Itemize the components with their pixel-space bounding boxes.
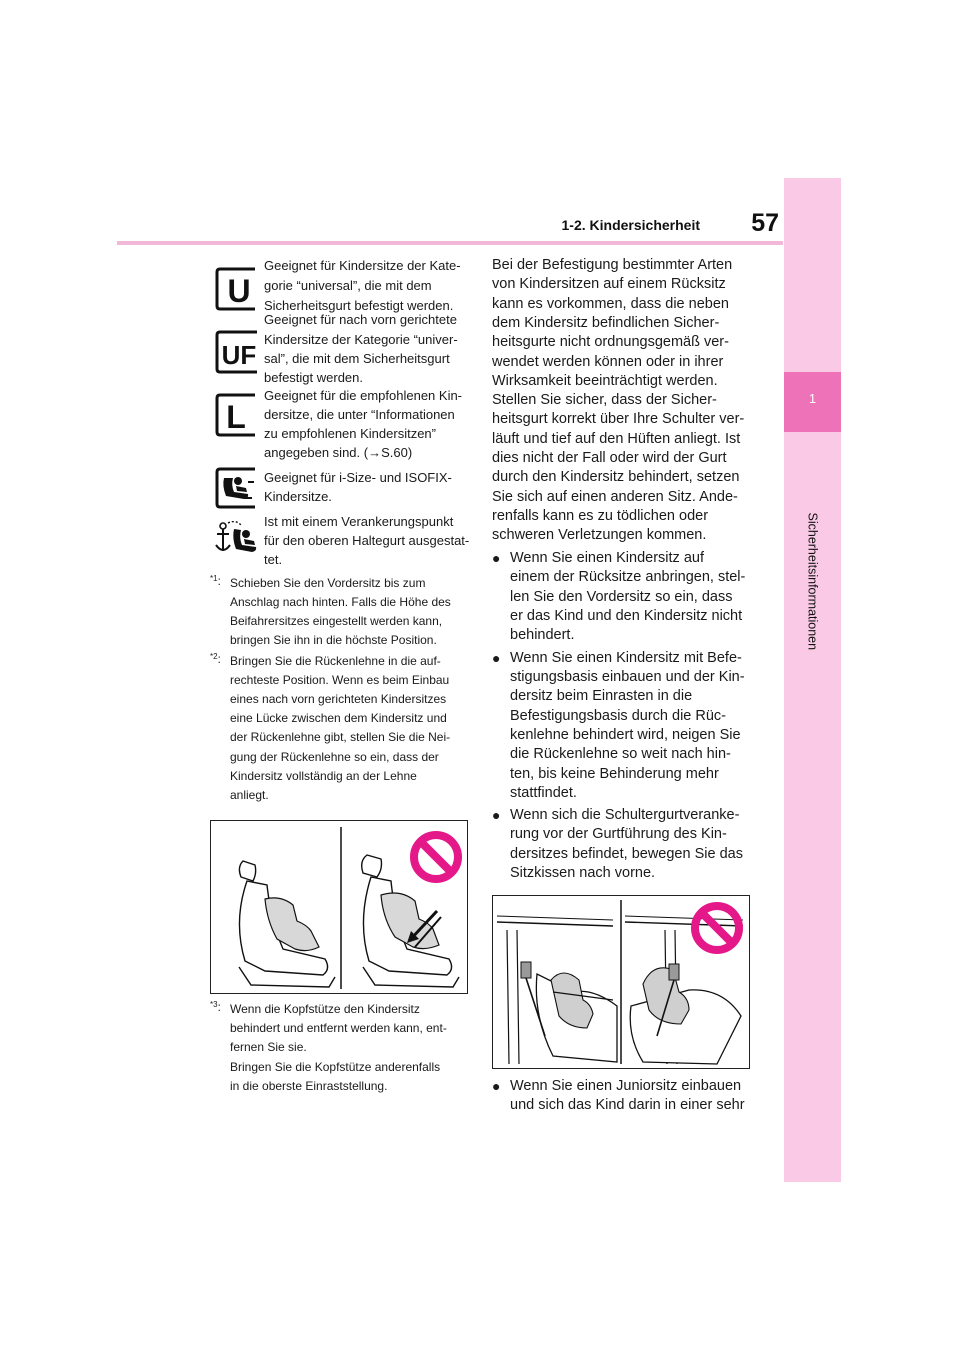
bullet-line: Wenn sich die Schultergurtveranke- (510, 807, 740, 823)
shoulder-belt-illustration (492, 895, 750, 1069)
paragraph-line: Sie sich auf einen anderen Sitz. Ande- (492, 489, 738, 505)
page-number: 57 (751, 209, 779, 237)
footnote-text: anliegt. (230, 788, 269, 802)
footnote-text: in die oberste Einraststellung. (230, 1079, 388, 1093)
footnote-text: Bringen Sie die Rückenlehne in die auf- (230, 654, 441, 668)
symbol-text: zu empfohlenen Kindersitzen” (264, 426, 436, 441)
letter-u-icon (214, 266, 258, 312)
symbol-text: Ist mit einem Verankerungspunkt (264, 514, 454, 529)
svg-text:UF: UF (221, 340, 257, 370)
footnote-text: bringen Sie ihn in die höchste Position. (230, 633, 437, 647)
bullet-icon: ● (492, 550, 501, 566)
side-tab-label: Sicherheitsinformationen (805, 512, 820, 651)
symbol-text: dersitze, die unter “Informationen (264, 407, 455, 422)
prohibited-icon (414, 835, 458, 879)
symbol-text: tet. (264, 552, 283, 567)
footnote-text: Anschlag nach hinten. Falls die Höhe des (230, 595, 451, 609)
footnote-text: Beifahrersitzes eingestellt werden kann, (230, 614, 443, 628)
bullet-line: er das Kind und den Kindersitz nicht (510, 608, 743, 624)
paragraph-line: dies nicht der Fall oder wird der Gurt (492, 450, 727, 466)
paragraph-line: läuft und tief auf den Hüften anliegt. Ist (492, 431, 741, 447)
bullet-icon: ● (492, 807, 501, 823)
bullet-line: len Sie den Vordersitz so ein, dass (510, 589, 733, 605)
bullet-line: kenlehne behindert wird, neigen Sie (510, 727, 741, 743)
paragraph-line: Wirksamkeit beeinträchtigt werden. (492, 373, 718, 389)
symbol-text: befestigt werden. (264, 370, 364, 385)
paragraph-line: wendet werden können oder in ihrer (492, 354, 724, 370)
letter-l-icon (214, 392, 258, 438)
footnote-text: Schieben Sie den Vordersitz bis zum (230, 576, 426, 590)
symbol-text: Geeignet für nach vorn gerichtete (264, 312, 457, 327)
svg-text:L: L (226, 399, 246, 435)
header-rule (117, 241, 783, 245)
seat-headrest-illustration (210, 820, 468, 994)
paragraph-line: heitsgurt korrekt über Ihre Schulter ver- (492, 411, 745, 427)
footnote-text: eine Lücke zwischen dem Kindersitz und (230, 711, 447, 725)
paragraph-line: dem Kindersitz befindlichen Sicher- (492, 315, 720, 331)
symbol-text: Sicherheitsgurt befestigt werden. (264, 298, 454, 313)
paragraph-line: renfalls kann es zu tödlichen oder (492, 508, 709, 524)
bullet-line: Sitzkissen nach vorne. (510, 865, 656, 881)
footnote-text: Wenn die Kopfstütze den Kindersitz (230, 1002, 420, 1016)
bullet-line: dersitz beim Einrasten in die (510, 688, 693, 704)
section-title: 1-2. Kindersicherheit (561, 217, 700, 233)
bullet-line: rung vor der Gurtführung des Kin- (510, 826, 727, 842)
symbol-text: Geeignet für Kindersitze der Kate- (264, 258, 461, 273)
footnote-text: gung der Rückenlehne so ein, dass der (230, 750, 439, 764)
symbol-text: angegeben sind. (→S.60) (264, 445, 413, 460)
symbol-text: Kindersitze der Kategorie “univer- (264, 332, 458, 347)
symbol-text: gorie “universal”, die mit dem (264, 278, 432, 293)
footnote-mark: $^{*1}$: (210, 574, 221, 588)
symbol-text: Geeignet für die empfohlenen Kin- (264, 388, 463, 403)
bullet-line: Wenn Sie einen Kindersitz mit Befe- (510, 650, 742, 666)
side-tab-strip (784, 178, 841, 1182)
paragraph-line: Stellen Sie sicher, dass der Sicher- (492, 392, 717, 408)
letters-uf-icon (214, 329, 258, 375)
footnote-text: fernen Sie sie. (230, 1040, 307, 1054)
footnote-text: der Rückenlehne gibt, stellen Sie die Nei- (230, 730, 451, 744)
bullet-icon: ● (492, 1078, 501, 1094)
bullet-line: Wenn Sie einen Kindersitz auf (510, 550, 704, 566)
bullet-line: stigungsbasis einbauen und der Kin- (510, 669, 745, 685)
footnote-text: behindert und entfernt werden kann, ent- (230, 1021, 447, 1035)
bullet-line: Wenn Sie einen Juniorsitz einbauen (510, 1078, 742, 1094)
symbol-text: sal”, die mit dem Sicherheitsgurt (264, 351, 450, 366)
anchor-seat-icon (214, 521, 258, 559)
symbol-text: Geeignet für i-Size- und ISOFIX- (264, 470, 452, 485)
paragraph-line: Bei der Befestigung bestimmter Arten (492, 257, 733, 273)
bullet-line: und sich das Kind darin in einer sehr (510, 1097, 745, 1113)
paragraph-line: schweren Verletzungen kommen. (492, 527, 707, 543)
footnote-text: rechteste Position. Wenn es beim Einbau (230, 673, 450, 687)
footnote-mark: $^{*3}$: (210, 1000, 221, 1014)
bullet-line: dersitzes befindet, bewegen Sie das (510, 846, 743, 862)
bullet-line: die Rückenlehne so weit nach hin- (510, 746, 731, 762)
side-tab-chapter: 1 (808, 391, 817, 406)
bullet-line: behindert. (510, 627, 575, 643)
paragraph-line: kann es vorkommen, dass die neben (492, 296, 729, 312)
footnote-mark: $^{*2}$: (210, 652, 221, 666)
paragraph-line: von Kindersitzen auf einem Rücksitz (492, 276, 726, 292)
footnote-text: Kindersitz vollständig an der Lehne (230, 769, 417, 783)
footnote-text: Bringen Sie die Kopfstütze anderenfalls (230, 1060, 441, 1074)
bullet-line: einem der Rücksitze anbringen, stel- (510, 569, 746, 585)
bullet-icon: ● (492, 650, 501, 666)
isofix-seat-icon (214, 466, 258, 510)
symbol-text: für den oberen Haltegurt ausgestat- (264, 533, 470, 548)
bullet-line: Befestigungsbasis durch die Rüc- (510, 708, 727, 724)
bullet-line: stattfindet. (510, 785, 577, 801)
symbol-text: Kindersitze. (264, 489, 332, 504)
paragraph-line: heitsgurte nicht ordnungsgemäß ver- (492, 334, 729, 350)
prohibited-icon (695, 906, 739, 950)
footnote-text: eines nach vorn gerichteten Kindersitzes (230, 692, 447, 706)
paragraph-line: durch den Kindersitz behindert, setzen (492, 469, 740, 485)
svg-text:U: U (227, 273, 251, 309)
bullet-line: ten, bis keine Behinderung mehr (510, 766, 719, 782)
